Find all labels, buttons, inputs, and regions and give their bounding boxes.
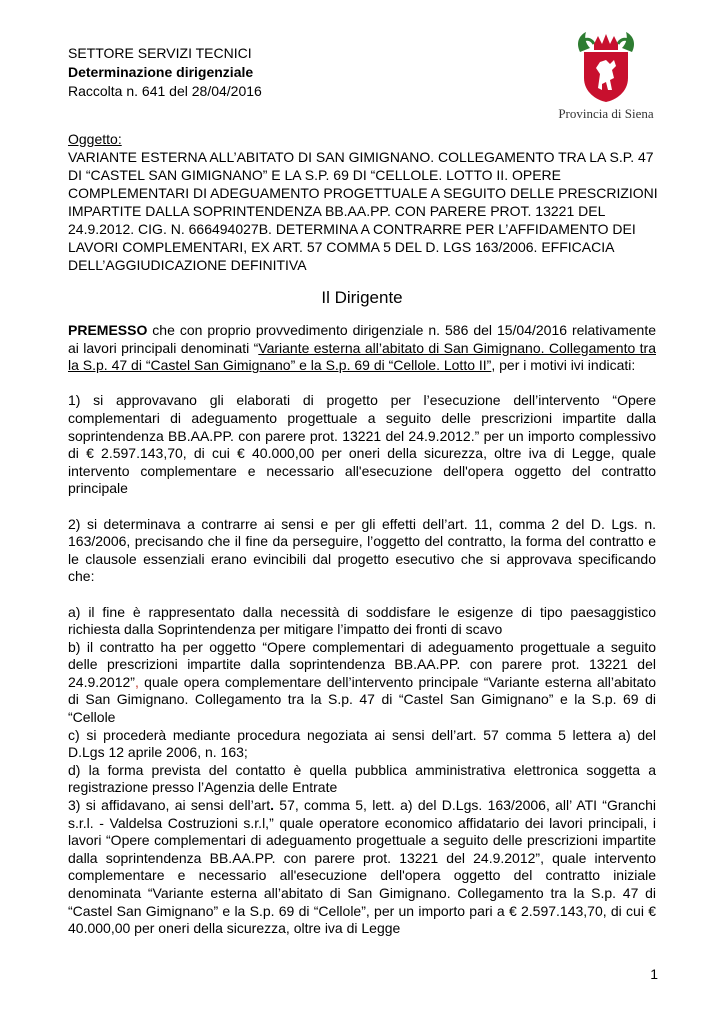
paragraph-2: 2) si determinava a contrarre ai sensi e per gli effetti dell’art. 11, comma 2 del D. Lgs. n. 163/2006, precisando che il fine da perseguire, l’oggetto del contratto, la forma del contratto e le clausole essenziali erano evincibili dal progetto esecutivo che si approvava specificando che: bbox=[68, 515, 656, 585]
page-number: 1 bbox=[650, 966, 658, 982]
subject-line: DI “CASTEL SAN GIMIGNANO” E LA S.P. 69 DI “CELLOLE. LOTTO II. OPERE bbox=[68, 167, 561, 183]
item-c: c) si procederà mediante procedura negoziata ai sensi dell’art. 57 comma 5 lettera a) del D.Lgs 12 aprile 2006, n. 163; bbox=[68, 726, 656, 761]
subject-line: VARIANTE ESTERNA ALL’ABITATO DI SAN GIMIGNANO. COLLEGAMENTO TRA LA S.P. 47 bbox=[68, 149, 654, 165]
subject-label: Oggetto: bbox=[68, 131, 122, 147]
item-b-comma: , bbox=[134, 673, 139, 690]
collection-number: Raccolta n. 641 del 28/04/2016 bbox=[68, 83, 262, 99]
item-d: d) la forma prevista del contatto è quella pubblica amministrativa elettronica soggetta a registrazione presso l’Agenzia delle Entrate bbox=[68, 761, 656, 796]
paragraph-3-dot: . bbox=[270, 797, 274, 814]
item-b-start: b) il contratto ha per oggetto “Opere complementari di adeguamento progettuale a seguito delle prescrizioni impartite dalla soprintendenza BB.AA.PP. con parere prot. 13221 del 24.9.2012” bbox=[68, 638, 656, 690]
document-type: Determinazione dirigenziale bbox=[68, 64, 254, 80]
document-body bbox=[68, 322, 656, 938]
paragraph-3 bbox=[68, 797, 656, 938]
section-title: Il Dirigente bbox=[321, 288, 403, 307]
subject-line: COMPLEMENTARI DI ADEGUAMENTO PROGETTUALE A SEGUITO DELLE PRESCRIZIONI bbox=[68, 185, 658, 201]
subject-line: IMPARTITE DALLA SOPRINTENDENZA BB.AA.PP. CON PARERE PROT. 13221 DEL bbox=[68, 203, 606, 219]
province-name: Provincia di Siena bbox=[558, 106, 654, 121]
sector-name: SETTORE SERVIZI TECNICI bbox=[68, 45, 252, 61]
subject-block bbox=[68, 130, 658, 274]
subject-line: 24.9.2012. CIG. N. 666494027B. DETERMINA A CONTRARRE PER L’AFFIDAMENTO DEI bbox=[68, 221, 636, 237]
premesso-text: che con proprio provvedimento dirigenziale n. 586 del 15/04/2016 relativamente ai lavori principali denominati “ bbox=[68, 322, 656, 356]
paragraph-1: 1) si approvavano gli elaborati di progetto per l’esecuzione dell’intervento “Opere complementari di adeguamento progettuale a seguito delle prescrizioni impartite dalla soprintendenza BB.AA.PP. con parere prot. 13221 del 24.9.2012.” per un importo complessivo di € 2.597.143,70, di cui € 40.000,00 per oneri della sicurezza, oltre iva di Legge, quale intervento complementare e necessario all'esecuzione dell'opera oggetto del contratto principale bbox=[68, 392, 656, 497]
paragraph-3-end: 57, comma 5, lett. a) del D.Lgs. 163/2006, all’ ATI “Granchi s.r.l. - Valdelsa Costruzioni s.r.l,” quale operatore economico affidatario dei lavori principali, i lavori “Opere complementari di adeguamento progettuale a seguito delle prescrizioni impartite dalla soprintendenza BB.AA.PP. con parere prot. 13221 del 24.9.2012”, quale intervento complementare e necessario all'esecuzione dell'opera oggetto del contratto iniziale denominata “Variante esterna all’abitato di San Gimignano. Collegamento tra la S.p. 47 di “Castel San Gimignano” e la S.p. 69 di “Cellole”, per un importo pari a € 2.597.143,70, di cui € 40.000,00 per oneri della sicurezza, oltre iva di Legge bbox=[68, 797, 656, 937]
premesso-end: , per i motivi ivi indicati: bbox=[491, 357, 636, 374]
document-header bbox=[68, 44, 262, 101]
province-logo bbox=[548, 30, 664, 130]
coat-of-arms-icon bbox=[574, 30, 638, 104]
premesso-keyword: PREMESSO bbox=[68, 322, 148, 338]
subject-line: LAVORI COMPLEMENTARI, EX ART. 57 COMMA 5 DEL D. LGS 163/2006. EFFICACIA bbox=[68, 239, 615, 255]
item-a: a) il fine è rappresentato dalla necessità di soddisfare le esigenze di tipo paesaggistico richiesta dalla Soprintendenza per mitigare l’impatto dei fronti di scavo bbox=[68, 603, 656, 638]
project-title-reference: Variante esterna all’abitato di San Gimignano. Collegamento tra la S.p. 47 di “Castel San Gimignano” e la S.p. 69 di “Cellole. Lotto II” bbox=[68, 339, 656, 374]
premesso-paragraph bbox=[68, 322, 656, 375]
subject-line: DELL’AGGIUDICAZIONE DEFINITIVA bbox=[68, 257, 307, 273]
paragraph-3-start: 3) si affidavano, ai sensi dell’art bbox=[68, 797, 271, 814]
item-b bbox=[68, 639, 656, 727]
item-b-end: quale opera complementare dell’intervento principale “Variante esterna all’abitato di San Gimignano. Collegamento tra la S.p. 47 di “Castel San Gimignano” e la S.p. 69 di “Cellole bbox=[68, 673, 656, 726]
